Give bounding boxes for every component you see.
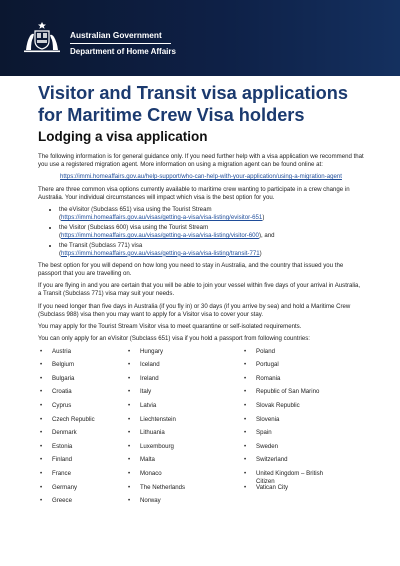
country-list-item: • Latvia	[126, 402, 242, 416]
department-name: Department of Home Affairs	[70, 47, 176, 56]
country-list-item: • Greece	[38, 497, 126, 511]
country-list-item: • Iceland	[126, 361, 242, 375]
visa-option-text: the Transit (Subclass 771) visa	[59, 241, 143, 249]
country-list-item: • Norway	[126, 497, 242, 511]
country-list-item: • Malta	[126, 456, 242, 470]
visa-option-suffix: , and	[260, 231, 275, 239]
country-list-item: • Germany	[38, 484, 126, 498]
section-heading: Lodging a visa application	[38, 129, 208, 144]
country-list-item: • The Netherlands	[126, 484, 242, 498]
country-list-item: • France	[38, 470, 126, 484]
country-list-item: • Spain	[242, 429, 342, 443]
country-list-item: • Belgium	[38, 361, 126, 375]
country-list-column-2	[126, 348, 242, 511]
visa-option-link[interactable]: https://immi.homeaffairs.gov.au/visas/getting-a-visa/visa-listing/evisitor-651	[61, 214, 263, 222]
visa-option-link[interactable]: https://immi.homeaffairs.gov.au/visas/getting-a-visa/visa-listing/visitor-600	[61, 231, 259, 239]
country-list-item: • Liechtenstein	[126, 416, 242, 430]
country-list-item: • Croatia	[38, 388, 126, 402]
visa-option-text: the Visitor (Subclass 600) visa using the Tourist Stream	[59, 223, 209, 231]
page-title: Visitor and Transit visa applications for Maritime Crew Visa holders	[38, 83, 348, 125]
options-intro-paragraph: There are three common visa options currently available to maritime crew wanting to participate in a crew change in Australia. Your individual circumstances will impact which visa is the best option for you.	[38, 185, 350, 201]
country-list-item: • Luxembourg	[126, 443, 242, 457]
header-banner	[0, 0, 400, 76]
visa-option-link[interactable]: https://immi.homeaffairs.gov.au/visas/getting-a-visa/visa-listing/transit-771	[61, 249, 260, 257]
country-list-item: • Lithuania	[126, 429, 242, 443]
country-list-item: • Romania	[242, 375, 342, 389]
country-list-item: • Cyprus	[38, 402, 126, 416]
country-list-column-1	[38, 348, 126, 511]
migration-agent-link-paragraph	[38, 173, 364, 181]
visa-option-text: the eVisitor (Subclass 651) visa using the Tourist Stream	[59, 206, 212, 214]
evisitor-eligibility-paragraph: You can only apply for an eVisitor (Subclass 651) visa if you hold a passport from following countries:	[38, 335, 310, 343]
country-list-item: • Monaco	[126, 470, 242, 484]
country-list-item: • Sweden	[242, 443, 342, 457]
country-list-item: • Portugal	[242, 361, 342, 375]
country-list-item: • Italy	[126, 388, 242, 402]
eligible-countries	[38, 348, 364, 511]
country-list-item: • Austria	[38, 348, 126, 362]
country-list-item: • Estonia	[38, 443, 126, 457]
intro-paragraph: The following information is for general guidance only. If you need further help with a visa application we recommend that you use a registered migration agent. More information on using a migration agent can be found online at:	[38, 153, 364, 169]
coat-of-arms-logo	[22, 22, 62, 54]
branding-divider	[70, 43, 171, 44]
country-list-item: • Finland	[38, 456, 126, 470]
visa-option-item: • the eVisitor (Subclass 651) visa using the Tourist Stream (https://immi.homeaffairs.gov.au/visas/getting-a-visa/visa-listing/evisitor-651)	[59, 206, 364, 222]
country-list-item: • Republic of San Marino	[242, 388, 342, 402]
best-option-paragraph: The best option for you will depend on how long you need to stay in Australia, and the country that issued you the passport that you are travelling on.	[38, 261, 344, 278]
country-list-item: • Poland	[242, 348, 342, 362]
country-list-item: • Bulgaria	[38, 375, 126, 389]
visa-option-item: • the Transit (Subclass 771) visa (https://immi.homeaffairs.gov.au/visas/getting-a-visa/visa-listing/transit-771)	[59, 242, 364, 258]
visa-options-list	[38, 206, 364, 258]
country-list-column-3	[242, 348, 342, 511]
government-branding	[70, 30, 176, 57]
migration-agent-link[interactable]: https://immi.homeaffairs.gov.au/help-support/who-can-help-with-your-application/using-a-migration-agent	[60, 173, 342, 181]
document-body	[38, 153, 364, 511]
government-name: Australian Government	[70, 30, 162, 40]
country-list-item: • Ireland	[126, 375, 242, 389]
country-list-item: • Slovak Republic	[242, 402, 342, 416]
country-list-item: • Vatican City	[242, 484, 342, 498]
country-list-item: • Slovenia	[242, 416, 342, 430]
transit-visa-paragraph: If you are flying in and you are certain that you will be able to join your vessel within five days of your arrival in Australia, a Transit (Subclass 771) visa may suit your needs.	[38, 282, 361, 298]
country-list-item: • United Kingdom – British Citizen	[242, 470, 342, 484]
country-list-item: • Hungary	[126, 348, 242, 362]
visa-option-item: • the Visitor (Subclass 600) visa using the Tourist Stream (https://immi.homeaffairs.gov.au/visas/getting-a-visa/visa-listing/visitor-600), and	[59, 224, 364, 240]
visitor-visa-paragraph: If you need longer than five days in Australia (if you fly in) or 30 days (if you arrive by sea) and hold a Maritime Crew (Subclass 988) visa then you may want to apply for a Visitor visa to cover your stay.	[38, 302, 351, 318]
country-list-item: • Denmark	[38, 429, 126, 443]
country-list-item: • Switzerland	[242, 456, 342, 470]
quarantine-paragraph: You may apply for the Tourist Stream Visitor visa to meet quarantine or self-isolated requirements.	[38, 323, 302, 331]
country-list-item: • Czech Republic	[38, 416, 126, 430]
